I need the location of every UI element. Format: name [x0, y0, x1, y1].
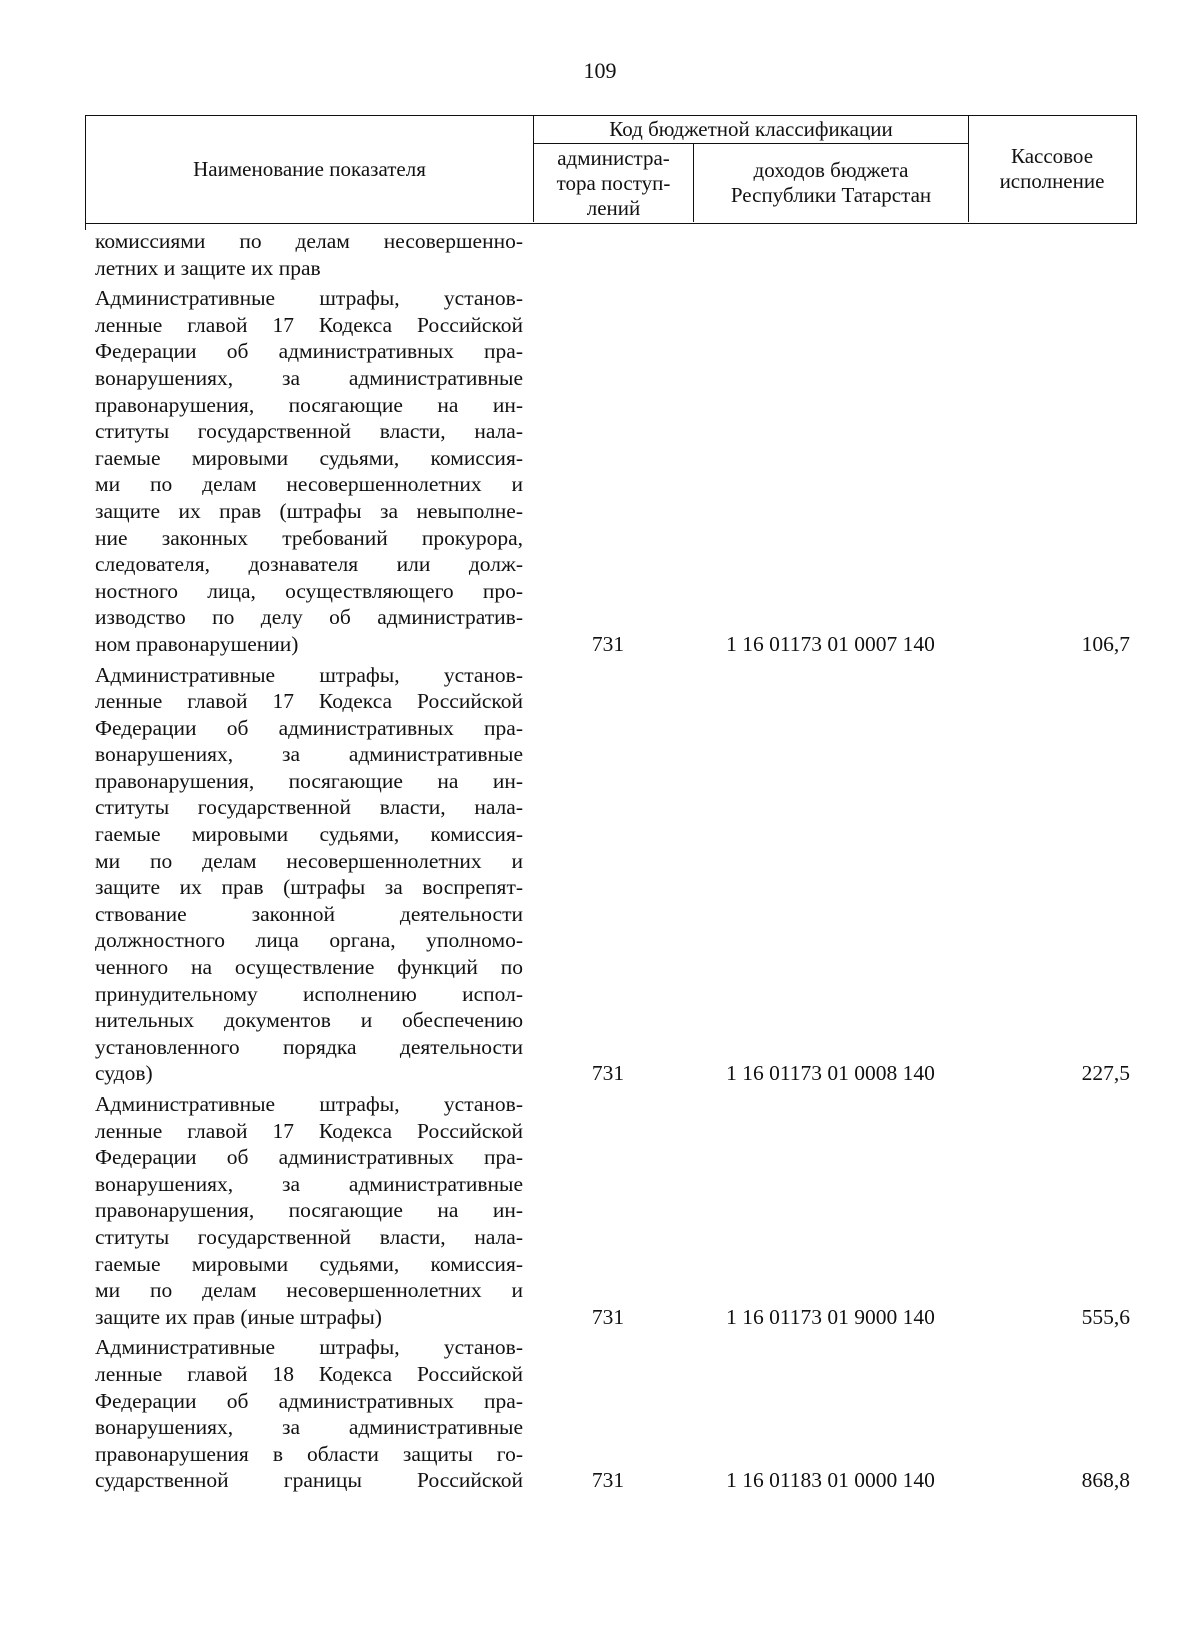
row-income-code: 1 16 01173 01 0008 140 [726, 1061, 935, 1086]
row-name-line: изводство по делу об административ- [95, 605, 523, 630]
row-name-line: установленного порядка деятельности [95, 1034, 523, 1059]
row-name-line: ленные главой 17 Кодекса Российской [95, 689, 523, 714]
row-admin-code: 731 [591, 1304, 625, 1329]
row-amount: 106,7 [1081, 631, 1130, 656]
row-name-line: Федерации об административных пра- [95, 1145, 523, 1170]
row-name [85, 1091, 523, 1330]
row-name-line: ленные главой 18 Кодекса Российской [95, 1361, 523, 1386]
header-income-column: доходов бюджета Республики Татарстан [694, 144, 969, 222]
table-row [85, 662, 1137, 1088]
row-name-line: правонарушения, посягающие на ин- [95, 1198, 523, 1223]
row-name-line: ми по делам несовершеннолетних и [95, 472, 523, 497]
row-name-line: Федерации об административных пра- [95, 339, 523, 364]
row-name-line: вонарушениях, за административные [95, 1171, 523, 1196]
row-name-line: должностного лица органа, уполномо- [95, 928, 523, 953]
row-name-line: Административные штрафы, установ- [95, 286, 523, 311]
row-name-line: Административные штрафы, установ- [95, 662, 523, 687]
row-income-code: 1 16 01173 01 0007 140 [726, 631, 935, 656]
row-name-line: Федерации об административных пра- [95, 715, 523, 740]
row-name-line: защите их прав (штрафы за воспрепят- [95, 875, 523, 900]
row-name-line: Административные штрафы, установ- [95, 1092, 523, 1116]
row-name [85, 662, 523, 1088]
table-body [85, 228, 1137, 1498]
row-name-line: ние законных требований прокурора, [95, 525, 523, 550]
page-number: 109 [583, 58, 617, 83]
row-name-line: сударственной границы Российской [95, 1468, 523, 1493]
row-name-line: гаемые мировыми судьями, комиссия- [95, 445, 523, 470]
row-name-line: правонарушения в области защиты го- [95, 1441, 523, 1466]
row-name [85, 285, 523, 657]
row-name-line: вонарушениях, за административные [95, 742, 523, 767]
row-name-line: комиссиями по делам несовершенно- [95, 229, 523, 253]
row-income-code: 1 16 01183 01 0000 140 [726, 1468, 935, 1493]
row-name-line: ленные главой 17 Кодекса Российской [95, 1118, 523, 1143]
row-name-line: гаемые мировыми судьями, комиссия- [95, 822, 523, 847]
row-name-line: ствование законной деятельности [95, 901, 523, 926]
row-name-line: правонарушения, посягающие на ин- [95, 392, 523, 417]
row-admin-code: 731 [591, 631, 625, 656]
header-admin-column: администра- тора поступ- лений [534, 144, 694, 222]
row-income-code: 1 16 01173 01 9000 140 [726, 1304, 935, 1329]
header-cash-column: Кассовое исполнение [999, 144, 1105, 193]
row-name-line: ленные главой 17 Кодекса Российской [95, 312, 523, 337]
row-name-line: принудительному исполнению испол- [95, 981, 523, 1006]
table-row [85, 1091, 1137, 1330]
row-name-line: ном правонарушении) [95, 631, 299, 656]
row-name-line: судов) [95, 1061, 153, 1086]
row-name-line: защите их прав (иные штрафы) [95, 1304, 382, 1329]
row-amount: 868,8 [1081, 1468, 1130, 1493]
table-row [85, 1334, 1137, 1494]
table-row [85, 285, 1137, 657]
row-name-line: ституты государственной власти, нала- [95, 1224, 523, 1249]
row-admin-code: 731 [591, 1061, 625, 1086]
row-name-line: ченного на осуществление функций по [95, 955, 523, 980]
row-name-line: Федерации об административных пра- [95, 1388, 523, 1413]
row-name-line: вонарушениях, за административные [95, 1415, 523, 1440]
row-name-line: ституты государственной власти, нала- [95, 419, 523, 444]
row-name-line: ми по делам несовершеннолетних и [95, 848, 523, 873]
row-name-line: нительных документов и обеспечению [95, 1008, 523, 1033]
row-name-line: Административные штрафы, установ- [95, 1335, 523, 1360]
row-name-line: правонарушения, посягающие на ин- [95, 768, 523, 793]
row-name-line: ми по делам несовершеннолетних и [95, 1278, 523, 1303]
row-name-line: гаемые мировыми судьями, комиссия- [95, 1251, 523, 1276]
row-amount: 227,5 [1081, 1061, 1130, 1086]
header-name-column: Наименование показателя [86, 116, 534, 222]
row-name [85, 1334, 523, 1494]
row-name-line: ституты государственной власти, нала- [95, 795, 523, 820]
header-code-group: Код бюджетной классификации [534, 116, 969, 144]
table-header [85, 115, 1137, 224]
row-name-line: следователя, дознавателя или долж- [95, 552, 523, 577]
row-name [85, 228, 523, 281]
row-amount: 555,6 [1081, 1304, 1130, 1329]
table-row [85, 228, 1137, 281]
row-name-line: летних и защите их прав [95, 255, 321, 280]
row-name-line: защите их прав (штрафы за невыполне- [95, 498, 523, 523]
row-admin-code: 731 [591, 1468, 625, 1493]
row-name-line: вонарушениях, за административные [95, 365, 523, 390]
row-name-line: ностного лица, осуществляющего про- [95, 578, 523, 603]
